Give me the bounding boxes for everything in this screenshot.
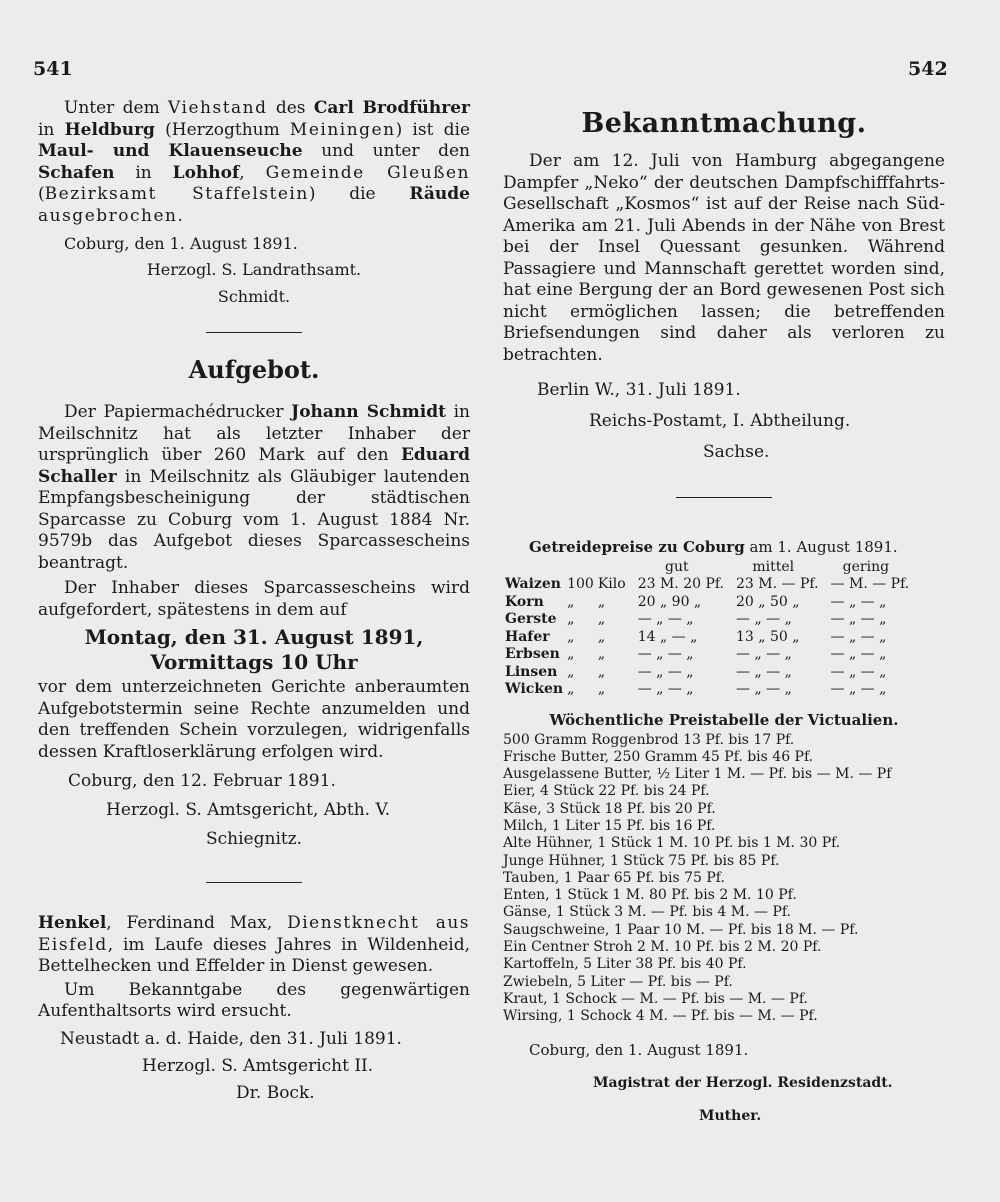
grain-price-cell: — „ — „	[830, 628, 887, 645]
page-number-left: 541	[33, 58, 73, 80]
search-notice-body-2: Um Bekanntgabe des gegenwärtigen Aufenthaltsorts wird ersucht.	[38, 979, 470, 1021]
weekly-price-item: Ausgelassene Butter, ½ Liter 1 M. — Pf. bis — M. — Pf	[503, 766, 892, 783]
grain-price-table	[503, 558, 911, 699]
weekly-price-list	[503, 732, 945, 1026]
bekanntmachung-office: Reichs-Postamt, I. Abtheilung.	[589, 411, 851, 431]
notice-1-signature: Schmidt.	[217, 287, 291, 306]
grain-price-cell: — „ — „	[736, 611, 792, 627]
grain-price-cell: „	[597, 646, 606, 662]
grain-price-cell: „	[597, 611, 606, 627]
search-notice-place-date: Neustadt a. d. Haide, den 31. Juli 1891.	[60, 1028, 402, 1049]
grain-price-row	[503, 629, 911, 647]
weekly-price-item: 500 Gramm Roggenbrod 13 Pf. bis 17 Pf.	[503, 731, 795, 748]
column-header: mittel	[752, 559, 795, 575]
grain-price-cell: 14 „ — „	[637, 628, 698, 645]
grain-price-cell: — „ — „	[830, 593, 887, 610]
grain-price-cell: „	[567, 628, 575, 645]
grain-price-cell: — M. — Pf.	[830, 576, 910, 592]
grain-price-cell: Erbsen	[505, 646, 560, 662]
grain-price-cell: „	[597, 593, 606, 610]
aufgebot-time: Vormittags 10 Uhr	[150, 650, 358, 674]
grain-price-cell: — „ — „	[637, 663, 694, 680]
weekly-price-item: Frische Butter, 250 Gramm 45 Pf. bis 46 Pf.	[503, 748, 814, 765]
search-notice-office: Herzogl. S. Amtsgericht II.	[142, 1055, 374, 1076]
weekly-price-item: Saugschweine, 1 Paar 10 M. — Pf. bis 18 M. — Pf.	[503, 921, 859, 938]
grain-price-cell: — „ — „	[637, 646, 694, 662]
aufgebot-office: Herzogl. S. Amtsgericht, Abth. V.	[106, 800, 391, 820]
aufgebot-body-3: vor dem unterzeichneten Gerichte anberaumten Aufgebotstermin seine Rechte anzumelden und den treffenden Schein vorzulegen, widrigenfalls dessen Kraftloserklärung erfolgen wird.	[38, 677, 470, 762]
grain-prices-heading: Getreidepreise zu Coburg am 1. August 1891.	[529, 538, 898, 556]
aufgebot-body-2: Der Inhaber dieses Sparcassescheins wird aufgefordert, spätestens in dem auf	[38, 578, 470, 620]
grain-price-cell: 100	[567, 576, 594, 592]
page-number-right: 542	[908, 58, 948, 80]
grain-price-cell: 23 M. — Pf.	[736, 576, 819, 592]
grain-price-cell: — „ — „	[736, 646, 792, 662]
grain-price-cell: „	[597, 628, 606, 645]
grain-price-cell: Gerste	[505, 611, 557, 627]
grain-price-cell: „	[567, 611, 575, 627]
weekly-price-item: Enten, 1 Stück 1 M. 80 Pf. bis 2 M. 10 Pf.	[503, 887, 797, 904]
grain-price-cell: 13 „ 50 „	[736, 628, 800, 645]
bekanntmachung-signature: Sachse.	[703, 442, 770, 462]
grain-price-row	[503, 594, 911, 612]
grain-price-cell: „	[567, 646, 575, 662]
grain-price-cell: Wicken	[505, 681, 564, 697]
grain-price-cell: 20 „ 90 „	[637, 593, 702, 610]
grain-price-cell: Hafer	[505, 628, 550, 645]
grain-price-cell: 23 M. 20 Pf.	[637, 576, 725, 592]
prices-signature: Muther.	[699, 1107, 762, 1124]
grain-price-cell: Waizen	[505, 576, 561, 592]
cattle-disease-notice-text: Unter dem Viehstand des Carl Brodführer in Heldburg (Herzogthum Meiningen) ist die Maul- und Klauenseuche und unter den Schafen in Lohhof, Gemeinde Gleußen (Bezirksamt Staffelstein) die Räude ausgebrochen.	[38, 98, 470, 226]
grain-price-cell: 20 „ 50 „	[736, 593, 800, 610]
weekly-price-item: Alte Hühner, 1 Stück 1 M. 10 Pf. bis 1 M. 30 Pf.	[503, 835, 841, 852]
bekanntmachung-place-date: Berlin W., 31. Juli 1891.	[537, 380, 741, 400]
grain-price-cell: Linsen	[505, 663, 558, 680]
weekly-price-item: Ein Centner Stroh 2 M. 10 Pf. bis 2 M. 20 Pf.	[503, 939, 822, 956]
grain-price-cell: „	[567, 593, 575, 610]
weekly-price-item: Tauben, 1 Paar 65 Pf. bis 75 Pf.	[503, 869, 725, 886]
grain-price-cell: „	[567, 663, 575, 680]
grain-price-cell: Korn	[505, 593, 544, 610]
weekly-price-item: Käse, 3 Stück 18 Pf. bis 20 Pf.	[503, 800, 716, 817]
left-column	[38, 98, 470, 1104]
aufgebot-body: Der Papiermachédrucker Johann Schmidt in Meilschnitz hat als letzter Inhaber der ursprünglich über 260 Mark auf den Eduard Schaller in Meilschnitz als Gläubiger lautenden Empfangsbescheinigung der städtischen Sparcasse zu Coburg vom 1. August 1884 Nr. 9579b das Aufgebot dieses Sparcassescheins beantragt.	[38, 402, 470, 573]
notice-1-office: Herzogl. S. Landrathsamt.	[146, 260, 362, 279]
bekanntmachung-title: Bekanntmachung.	[581, 108, 867, 139]
aufgebot-place-date: Coburg, den 12. Februar 1891.	[68, 771, 336, 791]
divider	[206, 882, 302, 883]
grain-price-row	[503, 646, 911, 664]
grain-price-cell: „	[567, 681, 575, 697]
prices-office: Magistrat der Herzogl. Residenzstadt.	[593, 1074, 893, 1091]
weekly-price-item: Kraut, 1 Schock — M. — Pf. bis — M. — Pf.	[503, 990, 808, 1007]
weekly-price-item: Eier, 4 Stück 22 Pf. bis 24 Pf.	[503, 783, 710, 800]
grain-price-cell: — „ — „	[830, 646, 887, 662]
weekly-price-item: Zwiebeln, 5 Liter — Pf. bis — Pf.	[503, 973, 733, 990]
grain-price-row	[503, 681, 911, 699]
weekly-price-item: Kartoffeln, 5 Liter 38 Pf. bis 40 Pf.	[503, 956, 747, 973]
weekly-price-item: Milch, 1 Liter 15 Pf. bis 16 Pf.	[503, 817, 716, 834]
grain-price-row	[503, 576, 911, 594]
divider	[676, 497, 772, 498]
grain-price-cell: — „ — „	[830, 681, 887, 697]
grain-price-cell: — „ — „	[736, 663, 792, 680]
grain-price-cell: „	[597, 663, 606, 680]
grain-price-cell: „	[597, 681, 606, 697]
grain-price-cell: — „ — „	[637, 681, 694, 697]
column-header: gut	[665, 559, 689, 575]
grain-price-cell: — „ — „	[736, 681, 792, 697]
weekly-price-item: Gänse, 1 Stück 3 M. — Pf. bis 4 M. — Pf.	[503, 904, 791, 921]
prices-place-date: Coburg, den 1. August 1891.	[529, 1040, 749, 1059]
weekly-price-title: Wöchentliche Preistabelle der Victualien.	[549, 710, 899, 729]
search-notice-signature: Dr. Bock.	[236, 1082, 315, 1103]
weekly-price-item: Wirsing, 1 Schock 4 M. — Pf. bis — M. — Pf.	[503, 1008, 818, 1025]
aufgebot-signature: Schiegnitz.	[206, 829, 303, 849]
aufgebot-date: Montag, den 31. August 1891,	[84, 625, 424, 649]
grain-price-cell: — „ — „	[637, 611, 694, 627]
weekly-price-item: Junge Hühner, 1 Stück 75 Pf. bis 85 Pf.	[503, 852, 780, 869]
search-notice-body: Henkel, Ferdinand Max, Dienstknecht aus Eisfeld, im Laufe dieses Jahres in Wildenheid, Bettelhecken und Effelder in Dienst gewesen.	[38, 913, 470, 976]
grain-price-row	[503, 664, 911, 682]
bekanntmachung-body: Der am 12. Juli von Hamburg abgegangene Dampfer „Neko“ der deutschen Dampfschifffahrts-Gesellschaft „Kosmos“ ist auf der Reise nach Süd-Amerika am 21. Juli Abends in der Nähe von Brest bei der Insel Quessant gesunken. Während Passagiere und Mannschaft gerettet worden sind, hat eine Bergung der an Bord gewesenen Post sich nicht ermöglichen lassen; die betreffenden Briefsendungen sind daher als verloren zu betrachten.	[503, 151, 945, 365]
grain-price-row	[503, 611, 911, 629]
divider	[206, 332, 302, 333]
grain-price-cell: — „ — „	[830, 611, 887, 627]
right-column	[503, 108, 945, 1127]
column-header: gering	[842, 559, 890, 575]
aufgebot-title: Aufgebot.	[188, 355, 320, 384]
grain-price-cell: Kilo	[597, 576, 626, 592]
grain-price-cell: — „ — „	[830, 663, 887, 680]
grain-price-header-row	[503, 558, 911, 576]
notice-1-place-date: Coburg, den 1. August 1891.	[64, 234, 298, 253]
